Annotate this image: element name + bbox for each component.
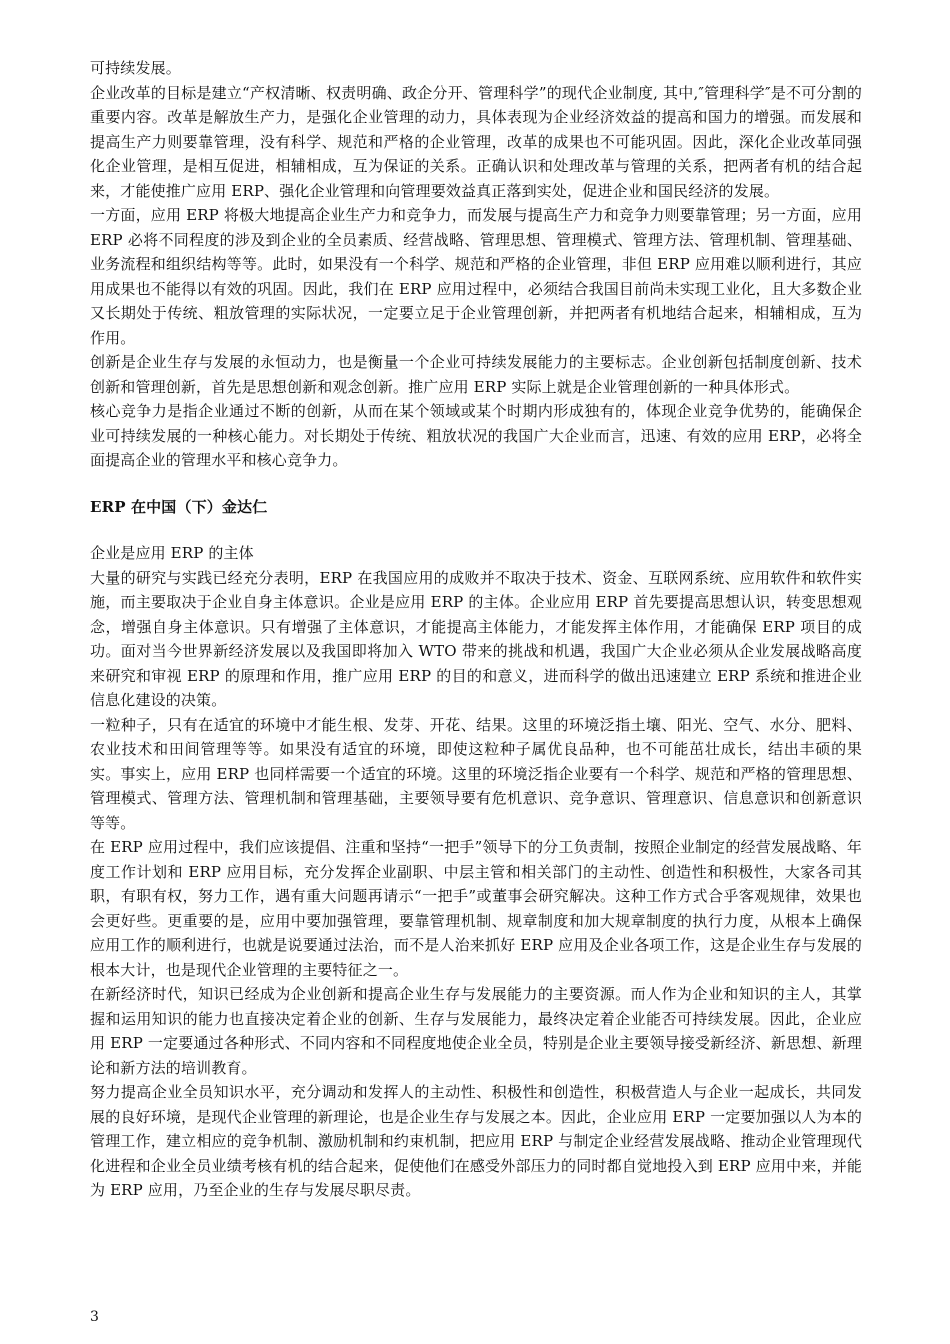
paragraph: 可持续发展。 xyxy=(90,59,181,77)
page-number: 3 xyxy=(90,1309,99,1325)
paragraph: 企业改革的目标是建立“产权清晰、权责明确、政企分开、管理科学”的现代企业制度, 其中,″管理科学″是不可分割的重要内容。改革是解放生产力，是强化企业管理的动力，具体表现为企业经济效益的提高和国力的增强。而发展和提高生产力则要靠管理，没有科学、规范和严格的企业管理，改革的成果也不可能巩固。因此，深化企业改革同强化企业管理，是相互促进，相辅相成，互为保证的关系。正确认识和处理改革与管理的关系，把两者有机的结合起来，才能使推广应用 ERP、强化企业管理和向管理要效益真正落到实处，促进企业和国民经济的发展。 xyxy=(90,83,862,200)
paragraph: 在 ERP 应用过程中，我们应该提倡、注重和坚持“一把手”领导下的分工负责制，按照企业制定的经营发展战略、年度工作计划和 ERP 应用目标，充分发挥企业副职、中层主管和相关部门的主动性、创造性和积极性，大家各司其职，有职有权，努力工作，遇有重大问题再请示“一把手”或董事会研究解决。这种工作方式合乎客观规律，效果也会更好些。更重要的是，应用中要加强管理，要靠管理机制、规章制度和加大规章制度的执行力度，从根本上确保应用工作的顺利进行，也就是说要通过法治，而不是人治来抓好 ERP 应用及企业各项工作，这是企业生存与发展的根本大计，也是现代企业管理的主要特征之一。 xyxy=(90,838,862,979)
paragraph: 一粒种子，只有在适宜的环境中才能生根、发芽、开花、结果。这里的环境泛指土壤、阳光、空气、水分、肥料、农业技术和田间管理等等。如果没有适宜的环境，即使这粒种子属优良品种，也不可能茁壮成长，结出丰硕的果实。事实上，应用 ERP 也同样需要一个适宜的环境。这里的环境泛指企业要有一个科学、规范和严格的管理思想、管理模式、管理方法、管理机制和管理基础，主要领导要有危机意识、竞争意识、管理意识、信息意识和创新意识等等。 xyxy=(90,715,862,832)
section-title: ERP 在中国（下）金达仁 xyxy=(90,497,268,516)
paragraph: 创新是企业生存与发展的永恒动力，也是衡量一个企业可持续发展能力的主要标志。企业创新包括制度创新、技术创新和管理创新，首先是思想创新和观念创新。推广应用 ERP 实际上就是企业管理创新的一种具体形式。 xyxy=(90,353,862,396)
document-body xyxy=(90,56,862,1203)
paragraph: 努力提高企业全员知识水平，充分调动和发挥人的主动性、积极性和创造性，积极营造人与企业一起成长，共同发展的良好环境，是现代企业管理的新理论，也是企业生存与发展之本。因此，企业应用 ERP 一定要加强以人为本的管理工作，建立相应的竞争机制、激励机制和约束机制，把应用 ERP 与制定企业经营发展战略、推动企业管理现代化进程和企业全员业绩考核有机的结合起来，促使他们在感受外部压力的同时都自觉地投入到 ERP 应用中来，并能为 ERP 应用，乃至企业的生存与发展尽职尽责。 xyxy=(90,1083,862,1199)
paragraph: 一方面，应用 ERP 将极大地提高企业生产力和竞争力，而发展与提高生产力和竞争力则要靠管理；另一方面，应用 ERP 必将不同程度的涉及到企业的全员素质、经营战略、管理思想、管理模式、管理方法、管理机制、管理基础、业务流程和组织结构等等。此时，如果没有一个科学、规范和严格的企业管理，非但 ERP 应用难以顺利进行，其应用成果也不能得以有效的巩固。因此，我们在 ERP 应用过程中，必须结合我国目前尚未实现工业化，且大多数企业又长期处于传统、粗放管理的实际状况，一定要立足于企业管理创新，并把两者有机地结合起来，相辅相成，互为作用。 xyxy=(90,206,862,347)
paragraph: 大量的研究与实践已经充分表明，ERP 在我国应用的成败并不取决于技术、资金、互联网系统、应用软件和软件实施，而主要取决于企业自身主体意识。企业是应用 ERP 的主体。企业应用 ERP 首先要提高思想认识，转变思想观念，增强自身主体意识。只有增强了主体意识，才能提高主体能力，才能发挥主体作用，才能确保 ERP 项目的成功。面对当今世界新经济发展以及我国即将加入 WTO 带来的挑战和机遇，我国广大企业必须从企业发展战略高度来研究和审视 ERP 的原理和作用，推广应用 ERP 的目的和意义，进而科学的做出迅速建立 ERP 系统和推进企业信息化建设的决策。 xyxy=(90,568,862,709)
paragraph: 在新经济时代，知识已经成为企业创新和提高企业生存与发展能力的主要资源。而人作为企业和知识的主人，其掌握和运用知识的能力也直接决定着企业的创新、生存与发展能力，最终决定着企业能否可持续发展。因此，企业应用 ERP 一定要通过各种形式、不同内容和不同程度地使企业全员，特别是企业主要领导接受新经济、新思想、新理论和新方法的培训教育。 xyxy=(90,985,862,1077)
paragraph: 核心竞争力是指企业通过不断的创新，从而在某个领域或某个时期内形成独有的，体现企业竞争优势的，能确保企业可持续发展的一种核心能力。对长期处于传统、粗放状况的我国广大企业而言，迅速、有效的应用 ERP，必将全面提高企业的管理水平和核心竞争力。 xyxy=(90,402,862,469)
subheading: 企业是应用 ERP 的主体 xyxy=(90,544,254,562)
